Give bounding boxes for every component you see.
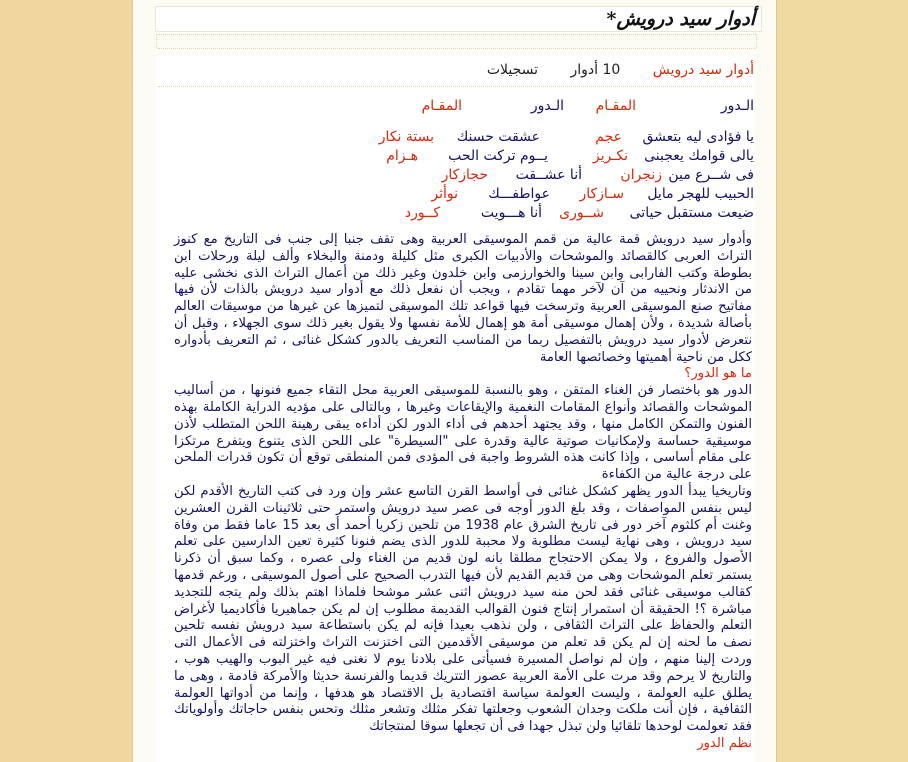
song-maqam-2: حجازكار (441, 167, 488, 183)
song-maqam-2: كــورد (404, 205, 440, 221)
song-dor: يا فؤادى ليه بتعشق (642, 129, 754, 145)
song-dor: فى شــرع مين (668, 167, 754, 183)
divider (156, 34, 157, 48)
song-maqam: نكـريز (592, 148, 628, 164)
song-row (156, 204, 754, 223)
intro-paragraph: وأدوار سيد درويش قمة عالية من قمم الموسيقى العربية وهى تقف جنبا إلى جنب فى التاريخ مع كنوز التراث العربى كالقصائد والموشحات والأدبيات الكبرى مثل كليلة ودمنة والبخلاء وألف ليلة ورحلات ابن بطوطة وكتب الفارابى وابن سينا والخوارزمى وابن خلدون وغير ذلك من أعمال التراث الذى نخشى عليه من الاندثار ونحييه من آن لآخر مهما تقادم ، ويجب أن نفعل ذلك مع أدوار سيد درويش بالذات لأن فيها مفاتيح صنع الموسيقى العربية وترسخت فيها قواعد تلك الموسيقى لتميزها عن غيرها من موسيقات العالم بأصالة شديدة ، ولأن إهمال موسيقى أمة هو إهمال للأمة نفسها ولا يقول بغير ذلك سوى الجهلاء ، وقبل أن نتعرض لأدوار سيد درويش بالتفصيل ربما من المناسب التعريف بالدور كشكل غنائى ، ثم التعريف بأدواره ككل من ناحية أهميتها وخصائصها العامة (174, 232, 752, 365)
song-row (156, 185, 754, 204)
article (156, 56, 754, 762)
article-body (174, 232, 752, 753)
song-dor-2: عواطفـــك (488, 186, 550, 202)
song-dor-2: عشقت حسنك (456, 129, 540, 145)
song-dor-2: أنا هـــويت (480, 205, 542, 221)
song-maqam: عجم (595, 129, 622, 145)
page-title: أدوار سيد درويش* (606, 8, 755, 30)
song-dor-2: يــوم تركت الحب (448, 148, 548, 164)
song-row (156, 128, 754, 147)
column-maqam-2: المقـام (421, 98, 462, 114)
divider (158, 86, 752, 87)
song-maqam: سـازكار (579, 186, 624, 202)
song-dor: يالى قوامك يعجبنى (644, 148, 754, 164)
headline-recordings: تسجيلات (486, 62, 539, 78)
song-maqam-2: هـزام (386, 148, 418, 164)
song-maqam: زنجران (620, 167, 662, 183)
column-maqam: المقـام (595, 98, 636, 114)
left-margin (0, 0, 133, 762)
song-maqam: شــورى (559, 205, 604, 221)
section-heading: ما هو الدور؟ (684, 366, 752, 382)
song-dor: ضيعت مستقبل حياتى (629, 205, 754, 221)
column-headers (156, 98, 754, 116)
headline (459, 62, 754, 78)
section-heading: نظم الدور (697, 735, 752, 751)
divider (756, 34, 757, 48)
song-row (156, 166, 754, 185)
divider (158, 34, 756, 35)
songs-table (156, 128, 754, 223)
column-dor-2: الـدور (530, 98, 564, 114)
song-dor: الحبيب للهجر مايل (647, 186, 754, 202)
song-row (156, 147, 754, 166)
divider (158, 48, 756, 49)
song-dor-2: أنا عشــقت (515, 167, 582, 183)
song-maqam-2: بستة نكار (378, 129, 434, 145)
headline-name: أدوار سيد درويش (652, 62, 754, 78)
title-box (155, 6, 762, 32)
paragraph: وتاريخيا يبدأ الدور يظهر كشكل غنائى فى أواسط القرن التاسع عشر وإن ورد فى كتب التاريخ الأقدم لكن ليس بنفس المواصفات ، وقد بلغ الدور أوجه فى عصر سيد درويش واستمر حتى ثلاثينات القرن العشرين وغنت أم كلثوم آخر دور فى تاريخ الشرق عام 1938 من تلحين زكريا أحمد أى بعد 15 عاما فقط من وفاة سيد درويش ، وهى نهاية ليست مطلوبة ولا محببة للدور الذى يضم فنونا كثيرة تعين الدارسين على تعلم الأصول والفروع ، ولا يمكن الاحتجاج مطلقا بانه لون قديم من الغناء ولى عصره ، وكما سبق أن ذكرنا يستمر تعلم الموشحات وهى من قديم القديم لأن فيها التدرب الصحيح على أصول الموسيقى ، ورغم قدمها كقالب موسيقى غنائى فقد لحن منه سيد درويش اثنى عشر موشحا فلماذا اهتم بذلك ولم يتجه للتجديد مباشرة ؟! الحقيقة أن استمرار إنتاج فنون القوالب القديمة مطلوب إن لم يكن جماهيريا فأكاديميا لأغراض التعلم والحفاظ على التراث الثقافى ، ولن نذهب بعيدا فإنه لم يكن باستطاعة سيد درويش نفسه تلحين نصف ما لحنه إن لم يكن قد تعلم من موسيقى الأقدمين التى اختزنت التراث واختزلته فى الأعمال التى وردت إلينا منهم ، وإن لم نواصل المسيرة فسيأتى على بلادنا يوم لا نغنى فيه غير البوب والهيب هوب ، والتاريخ لا يرحم وقد مرت على الأمة العربية عصور التتريك قديما والفرنسة حديثا والأمركة قادمة ، وهى ما يطلق عليه العولمة ، وليست العولمة سياسة اقتصادية بل الاقتصاد هو هدفها ، وإنما من أدواتها العولمة الثقافية ، فإن أنت ملكت وجدان الشعوب وجعلتها تفكر مثلك وتشعر مثلك وتحس بنفس حاجاتك وأولوياتك فقد تعولمت لوحدها تلقائيا ولن تبذل جهدا فى أن تجعلها سوقا لمنتجاتك (174, 483, 752, 735)
paragraph: الدور هو باختصار فن الغناء المتقن ، وهو بالنسبة للموسيقى العربية محل التقاء جميع فنونها ، من أساليب الموشحات والقصائد وأنواع المقامات النغمية والإيقاعات وغيرها ، وبالتالى على مؤديه الدراية الكاملة بهذه الفنون والتمكن الكامل منها ، وقد يجتهد أحدهم فى أداء الدور لكن أداءه يبقى رهينة اللحن المتطلب لأذن موسيقية حساسة ولإمكانيات صوتية عالية وقدرة على "السيطرة" على اللحن الذى يتنوع ويتفرع مرتكزا على مقام أساسى ، وإذا كانت هذه الشروط واجبة فى المؤدى فمن المنطقى توقع أن تكون قدرات الملحن على درجة عالية من الكفاءة (174, 383, 752, 483)
headline-count: 10 أدوار (570, 62, 621, 78)
song-maqam-2: نوأثر (431, 186, 458, 202)
column-dor: الـدور (720, 98, 754, 114)
